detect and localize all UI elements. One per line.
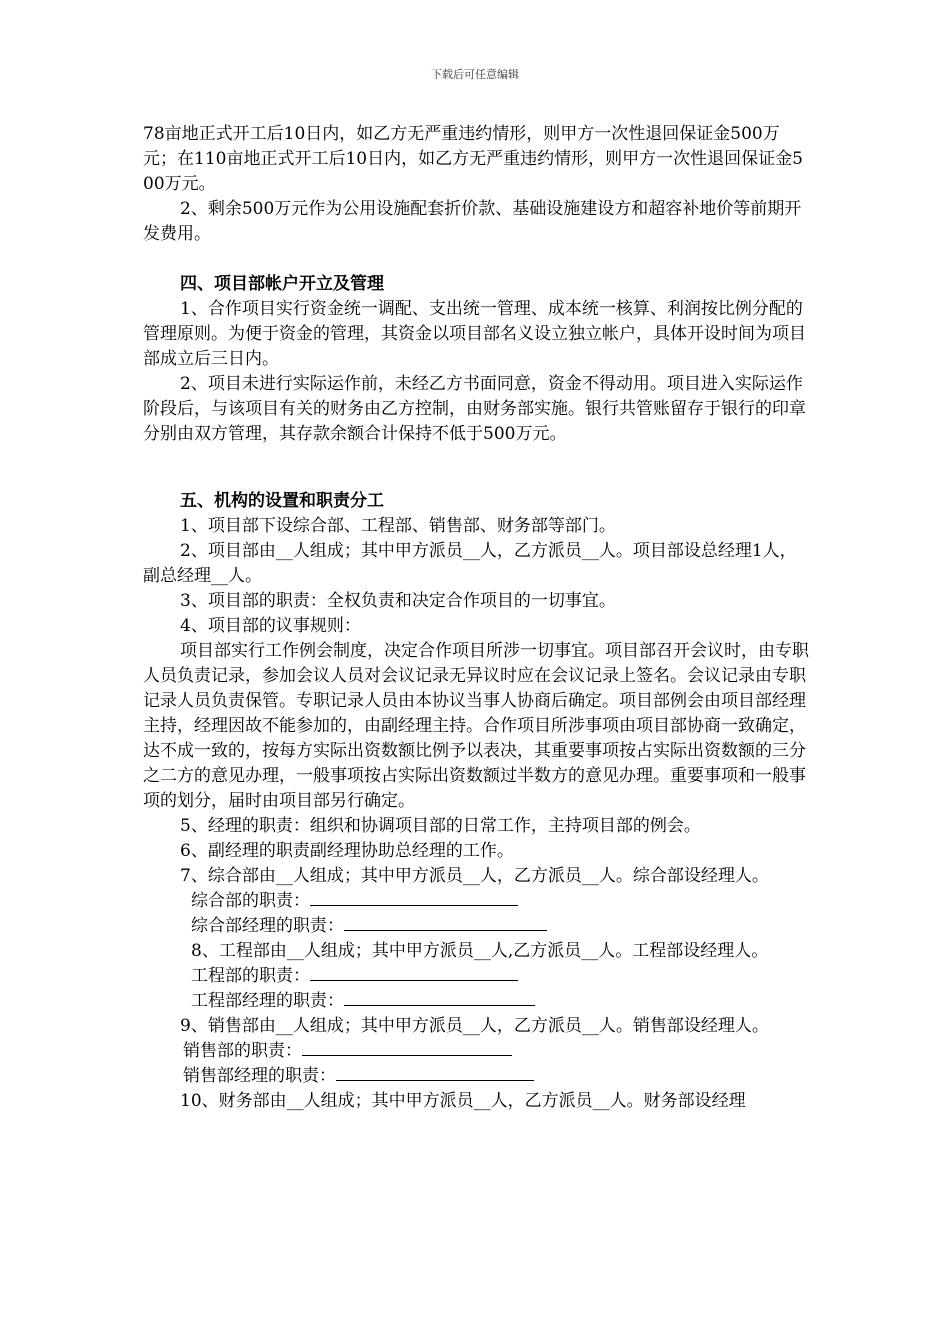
paragraph: 1、项目部下设综合部、工程部、销售部、财务部等部门。 [180,516,616,536]
paragraph: 2、剩余500万元作为公用设施配套折价款、基础设施建设方和超容补地价等前期开发费用。 [143,199,802,244]
paragraph: 1、合作项目实行资金统一调配、支出统一管理、成本统一核算、利润按比例分配的管理原则。为便于资金的管理，其资金以项目部名义设立独立帐户，具体开设时间为项目部成立后三日内。 [143,299,806,369]
paragraph: 2、项目未进行实际运作前，未经乙方书面同意，资金不得动用。项目进入实际运作阶段后，与该项目有关的财务由乙方控制，由财务部实施。银行共管账留存于银行的印章分别由双方管理，其存款余额合计保持不低于500万元。 [143,374,806,444]
paragraph: 5、经理的职责：组织和协调项目部的日常工作，主持项目部的例会。 [180,816,701,836]
blank-field-row [143,1039,811,1064]
paragraph: 3、项目部的职责：全权负责和决定合作项目的一切事宜。 [180,591,616,611]
blank-line [344,989,535,1006]
paragraph: 8、工程部由__人组成；其中甲方派员__人,乙方派员__人。工程部设经理人。 [191,941,769,961]
field-label: 销售部的职责： [183,1041,302,1061]
field-label: 销售部经理的职责： [183,1066,336,1086]
blank-line [344,914,547,931]
paragraph: 9、销售部由__人组成；其中甲方派员__人，乙方派员__人。销售部设经理人。 [180,1016,769,1036]
paragraph: 78亩地正式开工后10日内，如乙方无严重违约情形，则甲方一次性退回保证金500万元；在110亩地正式开工后10日内，如乙方无严重违约情形，则甲方一次性退回保证金500万元。 [143,124,803,194]
blank-line [310,964,518,981]
blank-field-row [143,964,811,989]
section-heading: 四、项目部帐户开立及管理 [180,274,384,294]
field-label: 综合部经理的职责： [191,916,344,936]
field-label: 综合部的职责： [191,891,310,911]
section-heading: 五、机构的设置和职责分工 [180,491,384,511]
paragraph: 6、副经理的职责副经理协助总经理的工作。 [180,841,514,861]
blank-field-row [143,1064,811,1089]
blank-field-row [143,889,811,914]
paragraph: 项目部实行工作例会制度，决定合作项目所涉一切事宜。项目部召开会议时，由专职人员负责记录，参加会议人员对会议记录无异议时应在会议记录上签名。会议记录由专职记录人员负责保管。专职记录人员由本协议当事人协商后确定。项目部例会由项目部经理主持，经理因故不能参加的，由副经理主持。合作项目所涉事项由项目部协商一致确定，达不成一致的，按每方实际出资数额比例予以表决，其重要事项按占实际出资数额的三分之二方的意见办理，一般事项按占实际出资数额过半数方的意见办理。重要事项和一般事项的划分，届时由项目部另行确定。 [143,641,809,811]
blank-line [336,1064,534,1081]
page-header: 下载后可任意编辑 [431,68,519,81]
field-label: 工程部经理的职责： [191,991,344,1011]
paragraph: 4、项目部的议事规则： [180,616,361,636]
blank-field-row [143,989,811,1014]
paragraph: 2、项目部由__人组成；其中甲方派员__人，乙方派员__人。项目部设总经理1人，副总经理__人。 [143,541,797,586]
paragraph: 7、综合部由__人组成；其中甲方派员__人，乙方派员__人。综合部设经理人。 [180,866,769,886]
document-body [143,122,811,1114]
paragraph: 10、财务部由__人组成；其中甲方派员__人，乙方派员__人。财务部设经理 [180,1091,746,1111]
blank-line [302,1039,512,1056]
blank-field-row [143,914,811,939]
blank-line [310,889,518,906]
field-label: 工程部的职责： [191,966,310,986]
